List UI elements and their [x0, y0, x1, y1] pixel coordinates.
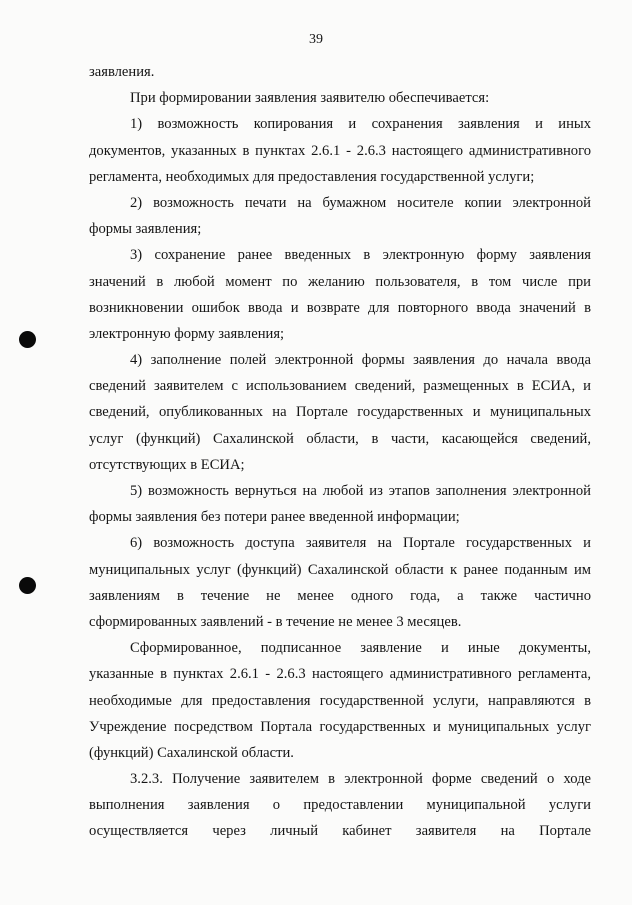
binder-hole-bottom — [19, 577, 36, 594]
text-line: сформированных заявлений - в течение не менее 3 месяцев. — [89, 613, 462, 630]
text-line: необходимые для предоставления государственной услуги, направляются в — [89, 692, 591, 709]
binder-hole-top — [19, 331, 36, 348]
text-line: услуг (функций) Сахалинской области, в части, касающейся сведений, — [89, 430, 591, 447]
text-line: отсутствующих в ЕСИА; — [89, 456, 245, 473]
text-line: муниципальных услуг (функций) Сахалинской области к ранее поданным им — [89, 561, 591, 578]
text-line: 6) возможность доступа заявителя на Портале государственных и — [130, 535, 591, 552]
text-line: 2) возможность печати на бумажном носителе копии электронной — [130, 194, 591, 211]
text-line: документов, указанных в пунктах 2.6.1 - 2.6.3 настоящего административного — [89, 142, 591, 159]
text-line: (функций) Сахалинской области. — [89, 744, 294, 761]
text-line: формы заявления без потери ранее введенной информации; — [89, 509, 460, 526]
text-line: указанные в пунктах 2.6.1 - 2.6.3 настоящего административного регламента, — [89, 666, 591, 683]
text-line: сведений заявителем с использованием сведений, размещенных в ЕСИА, и — [89, 378, 591, 395]
text-line: регламента, необходимых для предоставления государственной услуги; — [89, 168, 535, 185]
text-line: 1) возможность копирования и сохранения заявления и иных — [130, 116, 591, 133]
text-line: сведений, опубликованных на Портале государственных и муниципальных — [89, 404, 591, 421]
text-line: значений в любой момент по желанию пользователя, в том числе при — [89, 273, 591, 290]
text-line: заявлениям в течение не менее одного года, а также частично — [89, 587, 591, 604]
text-line: При формировании заявления заявителю обеспечивается: — [130, 90, 490, 107]
text-line: осуществляется через личный кабинет заявителя на Портале — [89, 823, 591, 840]
text-line: 3) сохранение ранее введенных в электронную форму заявления — [130, 247, 591, 264]
page-number: 39 — [309, 32, 323, 47]
text-line: электронную форму заявления; — [89, 325, 285, 342]
text-line: 5) возможность вернуться на любой из этапов заполнения электронной — [130, 483, 591, 499]
text-line: возникновении ошибок ввода и возврате для повторного ввода значений в — [89, 299, 591, 316]
text-line: Учреждение посредством Портала государственных и муниципальных услуг — [89, 718, 591, 735]
text-line: выполнения заявления о предоставлении муниципальной услуги — [89, 797, 591, 814]
text-line: 4) заполнение полей электронной формы заявления до начала ввода — [130, 352, 591, 369]
text-line: формы заявления; — [89, 221, 202, 238]
text-line: заявления. — [89, 64, 155, 80]
document-body — [89, 59, 591, 845]
text-line: Сформированное, подписанное заявление и иные документы, — [130, 640, 591, 657]
text-line: 3.2.3. Получение заявителем в электронной форме сведений о ходе — [130, 771, 591, 788]
